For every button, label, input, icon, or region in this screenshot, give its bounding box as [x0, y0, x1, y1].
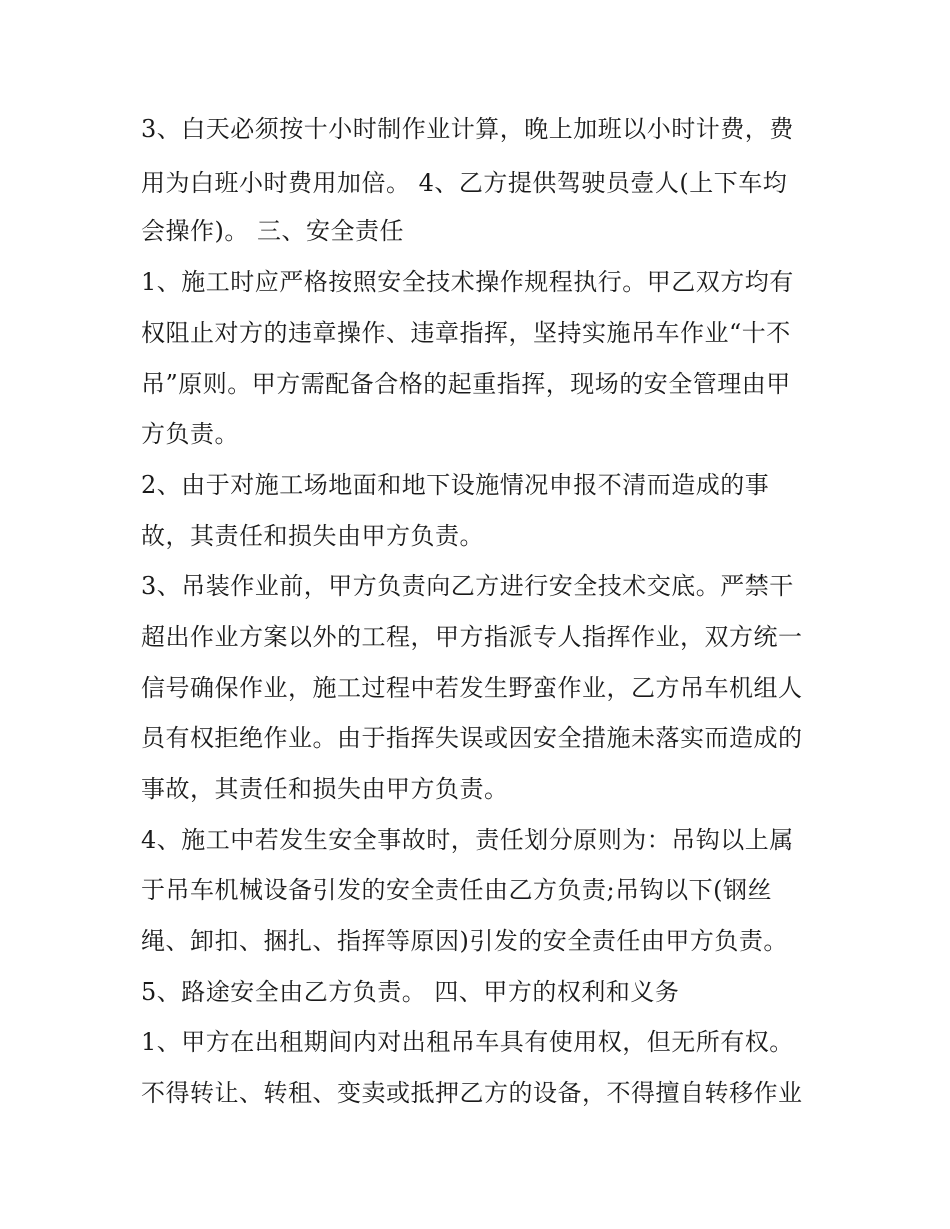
text-line: 1、甲方在出租期间内对出租吊车具有使用权，但无所有权。	[141, 1028, 794, 1056]
text-line: 用为白班小时费用加倍。 4、乙方提供驾驶员壹人(上下车均	[141, 169, 788, 197]
text-line: 不得转让、转租、变卖或抵押乙方的设备，不得擅自转移作业	[141, 1079, 803, 1107]
text-line: 2、由于对施工场地面和地下设施情况申报不清而造成的事	[141, 471, 770, 499]
text-line: 方负责。	[141, 420, 239, 448]
text-line: 员有权拒绝作业。由于指挥失误或因安全措施未落实而造成的	[141, 724, 803, 752]
text-line: 超出作业方案以外的工程，甲方指派专人指挥作业，双方统一	[141, 623, 803, 651]
text-line: 于吊车机械设备引发的安全责任由乙方负责;吊钩以下(钢丝	[141, 876, 772, 904]
text-line: 3、吊装作业前，甲方负责向乙方进行安全技术交底。严禁干	[141, 572, 794, 600]
text-line: 5、路途安全由乙方负责。 四、甲方的权利和义务	[141, 978, 680, 1006]
text-line: 权阻止对方的违章操作、违章指挥，坚持实施吊车作业“十不	[141, 319, 791, 347]
text-line: 绳、卸扣、捆扎、指挥等原因)引发的安全责任由甲方负责。	[141, 927, 788, 955]
text-line: 事故，其责任和损失由甲方负责。	[141, 775, 509, 803]
text-line: 信号确保作业，施工过程中若发生野蛮作业，乙方吊车机组人	[141, 674, 803, 702]
text-line: 故，其责任和损失由甲方负责。	[141, 522, 484, 550]
text-line: 3、白天必须按十小时制作业计算，晚上加班以小时计费，费	[141, 115, 794, 143]
text-line: 4、施工中若发生安全事故时，责任划分原则为：吊钩以上属	[141, 826, 794, 854]
text-line: 吊”原则。甲方需配备合格的起重指挥，现场的安全管理由甲	[141, 370, 791, 398]
text-line: 会操作)。 三、安全责任	[141, 217, 404, 245]
text-line: 1、施工时应严格按照安全技术操作规程执行。甲乙双方均有	[141, 268, 794, 296]
